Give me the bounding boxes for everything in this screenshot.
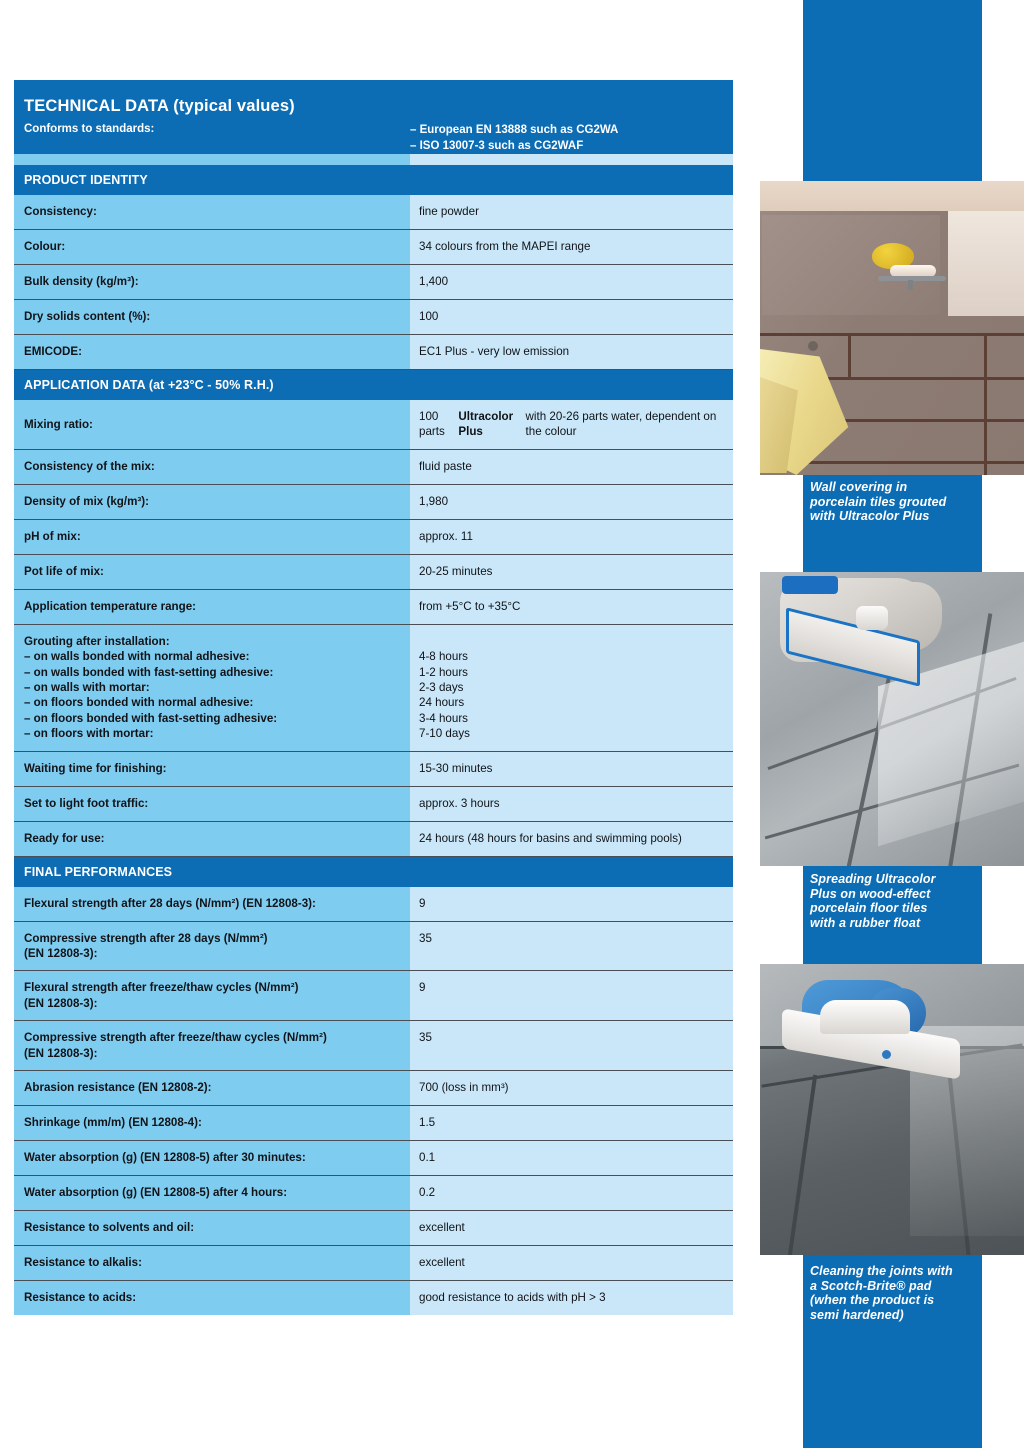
row-label: Resistance to acids: <box>14 1281 410 1315</box>
row-label: Compressive strength after 28 days (N/mm²) (EN 12808-3): <box>14 922 410 971</box>
section-header <box>14 857 733 887</box>
row-value: 24 hours (48 hours for basins and swimming pools) <box>410 822 733 856</box>
row-value: 0.1 <box>410 1141 733 1175</box>
section-header-label: PRODUCT IDENTITY <box>24 173 148 187</box>
row-label: Pot life of mix: <box>14 555 410 589</box>
soap-shelf-stem <box>908 280 913 290</box>
photo-grout-line <box>848 333 851 379</box>
table-row <box>14 450 733 485</box>
row-label: Resistance to solvents and oil: <box>14 1211 410 1245</box>
row-value: approx. 3 hours <box>410 787 733 821</box>
row-label: Consistency of the mix: <box>14 450 410 484</box>
row-label: Waiting time for finishing: <box>14 752 410 786</box>
row-value: 100 <box>410 300 733 334</box>
row-value: good resistance to acids with pH > 3 <box>410 1281 733 1315</box>
row-value: 0.2 <box>410 1176 733 1210</box>
row-label: Set to light foot traffic: <box>14 787 410 821</box>
row-value: 9 <box>410 887 733 921</box>
photo-grout-line <box>984 333 987 475</box>
table-row <box>14 787 733 822</box>
row-label: Shrinkage (mm/m) (EN 12808-4): <box>14 1106 410 1140</box>
table-row <box>14 300 733 335</box>
table-row <box>14 1106 733 1141</box>
caption-cleaning-joints: Cleaning the joints with a Scotch-Brite® pad (when the product is semi hardened) <box>810 1264 953 1322</box>
row-value: 20-25 minutes <box>410 555 733 589</box>
conforms-label: Conforms to standards: <box>24 123 155 135</box>
table-row <box>14 1176 733 1211</box>
row-value: excellent <box>410 1246 733 1280</box>
row-label: pH of mix: <box>14 520 410 554</box>
row-label: Density of mix (kg/m³): <box>14 485 410 519</box>
row-label: Dry solids content (%): <box>14 300 410 334</box>
row-label: Water absorption (g) (EN 12808-5) after 30 minutes: <box>14 1141 410 1175</box>
table-row <box>14 1141 733 1176</box>
row-label: Colour: <box>14 230 410 264</box>
row-value: 34 colours from the MAPEI range <box>410 230 733 264</box>
caption-wall-covering: Wall covering in porcelain tiles grouted with Ultracolor Plus <box>810 480 947 524</box>
section-header <box>14 165 733 195</box>
row-value: excellent <box>410 1211 733 1245</box>
table-row <box>14 822 733 857</box>
caption-spreading-grout: Spreading Ultracolor Plus on wood-effect porcelain floor tiles with a rubber float <box>810 872 936 930</box>
table-row <box>14 555 733 590</box>
table-row <box>14 265 733 300</box>
table-row <box>14 485 733 520</box>
section-header-label: FINAL PERFORMANCES <box>24 864 173 879</box>
technical-data-sheet <box>14 80 733 1315</box>
table-row <box>14 195 733 230</box>
row-label: Ready for use: <box>14 822 410 856</box>
table-row <box>14 1071 733 1106</box>
row-value: 9 <box>410 971 733 1020</box>
section-header-label: APPLICATION DATA (at +23°C - 50% R.H.) <box>24 378 274 392</box>
table-row <box>14 590 733 625</box>
table-row <box>14 971 733 1021</box>
row-value: 4-8 hours 1-2 hours 2-3 days 24 hours 3-4 hours 7-10 days <box>410 625 733 751</box>
row-label: Mixing ratio: <box>14 400 410 449</box>
photo-ceiling-band <box>760 181 1024 211</box>
header-separator <box>14 154 733 165</box>
table-row <box>14 922 733 972</box>
technical-data-header <box>14 80 733 154</box>
row-label: Consistency: <box>14 195 410 229</box>
page-title: TECHNICAL DATA (typical values) <box>24 97 295 115</box>
table-row <box>14 1021 733 1071</box>
row-value: 35 <box>410 922 733 971</box>
table-row <box>14 625 733 752</box>
table-row <box>14 400 733 450</box>
section-header <box>14 370 733 400</box>
row-value: fluid paste <box>410 450 733 484</box>
row-label: EMICODE: <box>14 335 410 369</box>
row-label: Flexural strength after freeze/thaw cycles (N/mm²) (EN 12808-3): <box>14 971 410 1020</box>
pad-handle <box>820 1000 910 1034</box>
rubber-float-handle <box>856 606 888 630</box>
table-row <box>14 520 733 555</box>
row-value: from +5°C to +35°C <box>410 590 733 624</box>
row-label: Flexural strength after 28 days (N/mm²) (EN 12808-3): <box>14 887 410 921</box>
conforms-values: – European EN 13888 such as CG2WA – ISO 13007-3 such as CG2WAF <box>410 124 619 152</box>
row-value: 700 (loss in mm³) <box>410 1071 733 1105</box>
row-value: 100 parts Ultracolor Plus with 20-26 parts water, dependent on the colour <box>410 400 733 449</box>
row-label: Application temperature range: <box>14 590 410 624</box>
towel-rail <box>808 341 818 351</box>
spreading-grout-photo <box>760 572 1024 866</box>
table-row <box>14 1211 733 1246</box>
row-value: approx. 11 <box>410 520 733 554</box>
row-value: 1,400 <box>410 265 733 299</box>
row-label: Water absorption (g) (EN 12808-5) after 4 hours: <box>14 1176 410 1210</box>
pad-logo-dot <box>882 1050 891 1059</box>
row-value: EC1 Plus - very low emission <box>410 335 733 369</box>
table-row <box>14 752 733 787</box>
row-value: 1.5 <box>410 1106 733 1140</box>
photo-light-wall <box>948 211 1024 316</box>
photo-glove-cuff <box>782 576 838 594</box>
table-row <box>14 887 733 922</box>
wall-covering-photo <box>760 181 1024 475</box>
row-label: Grouting after installation: – on walls bonded with normal adhesive: – on walls bonded with fast-setting adhesive: – on walls with mortar: – on floors bonded with normal adhesive: – on floors bonded with fast-setting adhesive: – on floors with mortar: <box>14 625 410 751</box>
row-label: Abrasion resistance (EN 12808-2): <box>14 1071 410 1105</box>
row-value: 15-30 minutes <box>410 752 733 786</box>
row-value: 1,980 <box>410 485 733 519</box>
cleaning-joints-photo <box>760 964 1024 1255</box>
table-row <box>14 335 733 370</box>
row-label: Bulk density (kg/m³): <box>14 265 410 299</box>
row-value: fine powder <box>410 195 733 229</box>
row-label: Resistance to alkalis: <box>14 1246 410 1280</box>
table-row <box>14 230 733 265</box>
table-row <box>14 1281 733 1315</box>
sections-container <box>14 165 733 1315</box>
table-row <box>14 1246 733 1281</box>
row-value: 35 <box>410 1021 733 1070</box>
row-label: Compressive strength after freeze/thaw cycles (N/mm²) (EN 12808-3): <box>14 1021 410 1070</box>
